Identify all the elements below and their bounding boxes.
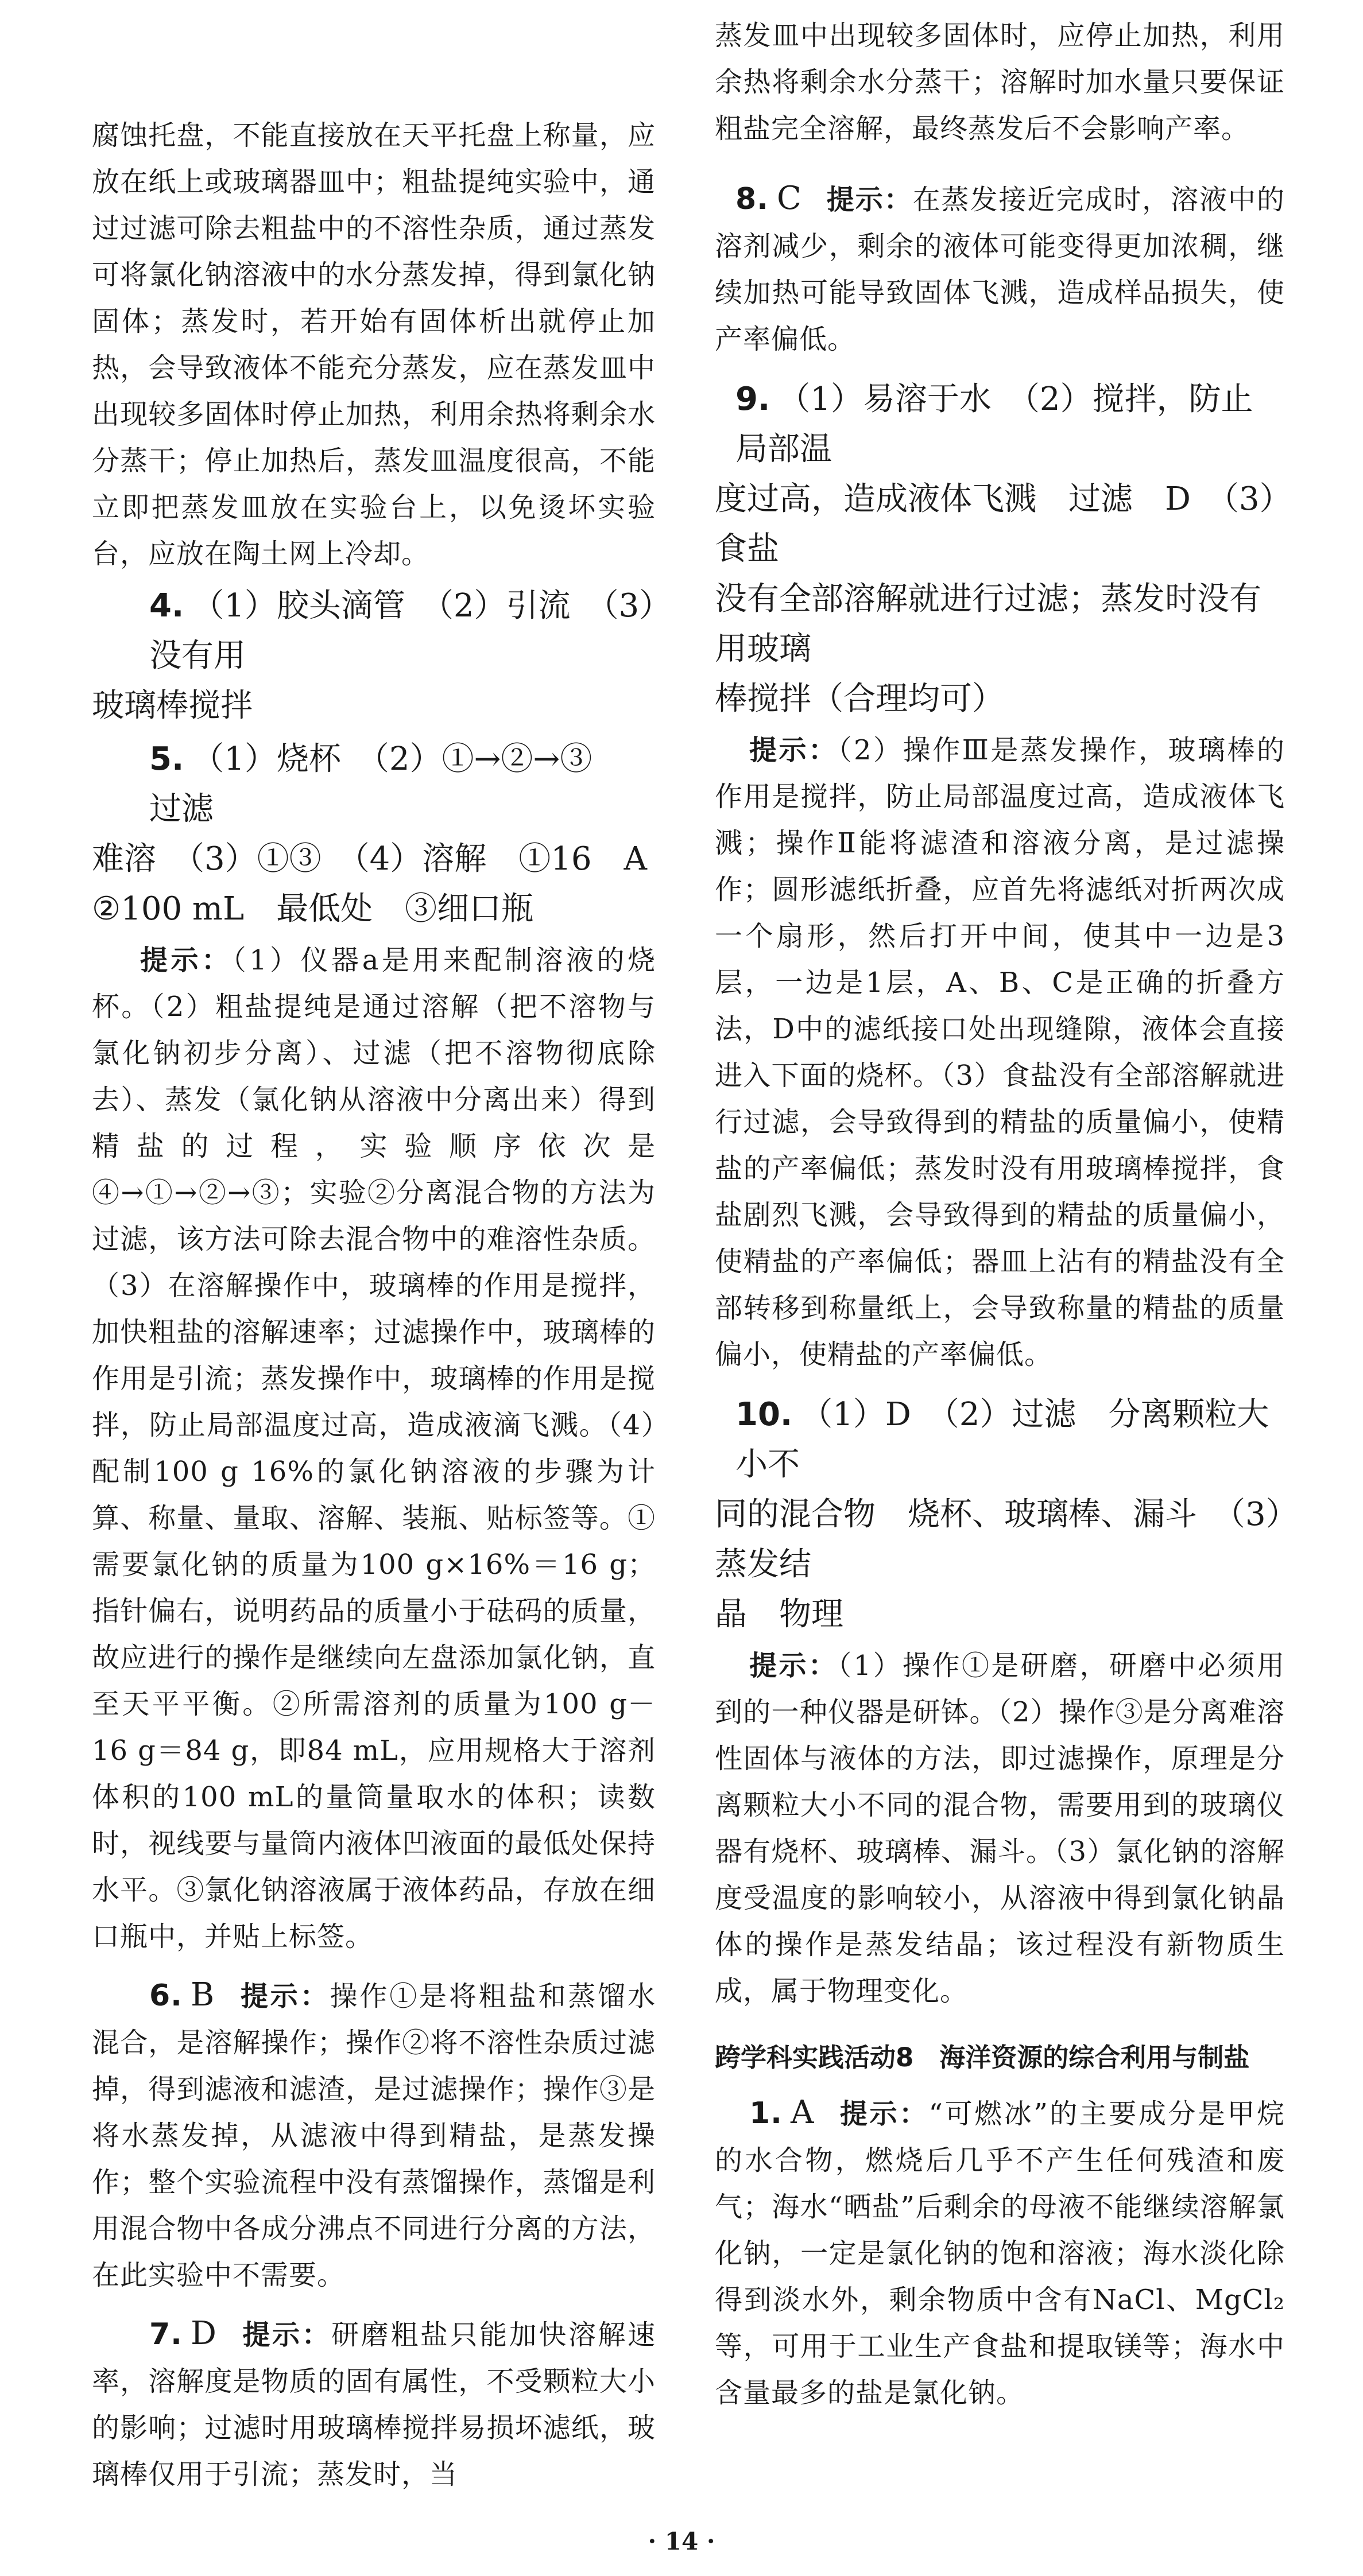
hint-label: 提示：	[749, 1650, 838, 1682]
answer-choice: D	[190, 2315, 217, 2352]
hint-label: 提示：	[826, 184, 913, 216]
answer-6	[92, 1972, 656, 2299]
hint-text: 操作①是将粗盐和蒸馏水混合，是溶解操作；操作②将不溶性杂质过滤掉，得到滤液和滤渣，是过滤操作；操作③是将水蒸发掉，从滤液中得到精盐，是蒸发操作；整个实验流程中没有蒸馏操作，蒸馏是利用混合物中各成分沸点不同进行分离的方法，在此实验中不需要。	[92, 1980, 656, 2291]
question-number: 7.	[149, 2317, 183, 2352]
hint-5	[92, 937, 656, 1960]
hint-text: 研磨粗盐只能加快溶解速率，溶解度是物质的固有属性，不受颗粒大小的影响；过滤时用玻璃棒搅拌易损坏滤纸，玻璃棒仅用于引流；蒸发时，当	[92, 2319, 656, 2490]
hint-label: 提示：	[241, 2319, 332, 2351]
answer-line: 没有全部溶解就进行过滤；蒸发时没有用玻璃	[715, 580, 1261, 668]
hint-text: （1）操作①是研磨，研磨中必须用到的一种仪器是研钵。（2）操作③是分离难溶性固体与液体的方法，即过滤操作，原理是分离颗粒大小不同的混合物，需要用到的玻璃仪器有烧杯、玻璃棒、漏斗。（3）氯化钠的溶解度受温度的影响较小，从溶液中得到氯化钠晶体的操作是蒸发结晶；该过程没有新物质生成，属于物理变化。	[715, 1650, 1285, 2007]
hint-text: （2）操作Ⅲ是蒸发操作，玻璃棒的作用是搅拌，防止局部温度过高，造成液体飞溅；操作Ⅱ能将滤渣和溶液分离，是过滤操作；圆形滤纸折叠，应首先将滤纸对折两次成一个扇形，然后打开中间，使其中一边是3层，一边是1层，A、B、C是正确的折叠方法，D中的滤纸接口处出现缝隙，液体会直接进入下面的烧杯。（3）食盐没有全部溶解就进行过滤，会导致得到的精盐的质量偏小，使精盐的产率偏低；蒸发时没有用玻璃棒搅拌，食盐剧烈飞溅，会导致得到的精盐的质量偏小，使精盐的产率偏低；器皿上沾有的精盐没有全部转移到称量纸上，会导致称量的精盐的质量偏小，使精盐的产率偏低。	[715, 734, 1285, 1371]
answer-choice: B	[190, 1976, 215, 2014]
answer-line: 棒搅拌（合理均可）	[715, 680, 1004, 717]
answer-line: 难溶 （3）①③ （4）溶解 ①16 A	[92, 840, 647, 878]
answer-line: 晶 物理	[715, 1596, 843, 1633]
answer-line: ②100 mL 最低处 ③细口瓶	[92, 890, 534, 928]
answer-7	[92, 2310, 656, 2498]
answer-line: （1）烧杯 （2）①→②→③ 过滤	[149, 740, 625, 828]
section-heading: 跨学科实践活动8 海洋资源的综合利用与制盐	[715, 2042, 1250, 2073]
answer-line: （1）D （2）过滤 分离颗粒大小不	[735, 1396, 1269, 1483]
hint-label: 提示：	[749, 734, 838, 766]
answer-choice: A	[790, 2094, 815, 2131]
answer-line: 同的混合物 烧杯、玻璃棒、漏斗 （3）蒸发结	[715, 1496, 1282, 1583]
answer-8	[715, 175, 1285, 363]
hint-label: 提示：	[140, 944, 233, 976]
hint-text: “可燃冰”的主要成分是甲烷的水合物，燃烧后几乎不产生任何残渣和废气；海水“晒盐”后剩余的母液不能继续溶解氯化钠，一定是氯化钠的饱和溶液；海水淡化除得到淡水外，剩余物质中含有NaCl、MgCl₂等，可用于工业生产食盐和提取镁等；海水中含量最多的盐是氯化钠。	[715, 2098, 1285, 2409]
hint-9	[715, 727, 1285, 1378]
answer-4	[92, 581, 656, 731]
continued-explanation: 蒸发皿中出现较多固体时，应停止加热，利用余热将剩余水分蒸干；溶解时加水量只要保证粗盐完全溶解，最终蒸发后不会影响产率。	[715, 20, 1285, 145]
right-column	[715, 13, 1285, 2420]
hint-label: 提示：	[239, 1980, 330, 2012]
hint-label: 提示：	[838, 2098, 929, 2130]
answer-line: （1）胶头滴管 （2）引流 （3）没有用	[149, 587, 656, 674]
answer-line: （1）易溶于水 （2）搅拌，防止局部温	[735, 381, 1253, 468]
question-number: 4.	[149, 587, 184, 624]
answer-10	[715, 1390, 1285, 1639]
continued-explanation: 腐蚀托盘，不能直接放在天平托盘上称量，应放在纸上或玻璃器皿中；粗盐提纯实验中，通过过滤可除去粗盐中的不溶性杂质，通过蒸发可将氯化钠溶液中的水分蒸发掉，得到氯化钠固体；蒸发时，若开始有固体析出就停止加热，会导致液体不能充分蒸发，应在蒸发皿中出现较多固体时停止加热，利用余热将剩余水分蒸干；停止加热后，蒸发皿温度很高，不能立即把蒸发皿放在实验台上，以免烫坏实验台，应放在陶土网上冷却。	[92, 119, 656, 570]
left-column	[92, 13, 656, 2501]
hint-10	[715, 1643, 1285, 2015]
question-number: 9.	[735, 381, 770, 418]
answer-line: 度过高，造成液体飞溅 过滤 D （3）食盐	[715, 480, 1276, 568]
question-number: 1.	[749, 2096, 783, 2131]
question-number: 5.	[149, 740, 184, 778]
answer-line: 玻璃棒搅拌	[92, 687, 253, 724]
answer-9	[715, 374, 1285, 724]
question-number: 6.	[149, 1978, 183, 2013]
hint-text: 在蒸发接近完成时，溶液中的溶剂减少，剩余的液体可能变得更加浓稠，继续加热可能导致固体飞溅，造成样品损失，使产率偏低。	[715, 184, 1285, 355]
answer-1	[715, 2089, 1285, 2416]
answer-choice: C	[776, 180, 802, 217]
page-number: · 14 ·	[648, 2527, 715, 2555]
question-number: 10.	[735, 1396, 793, 1433]
question-number: 8.	[735, 182, 769, 216]
hint-text: （1）仪器a是用来配制溶液的烧杯。（2）粗盐提纯是通过溶解（把不溶物与氯化钠初步分离）、过滤（把不溶物彻底除去）、蒸发（氯化钠从溶液中分离出来）得到精盐的过程，实验顺序依次是④→①→②→③；实验②分离混合物的方法为过滤，该方法可除去混合物中的难溶性杂质。（3）在溶解操作中，玻璃棒的作用是搅拌，加快粗盐的溶解速率；过滤操作中，玻璃棒的作用是引流；蒸发操作中，玻璃棒的作用是搅拌，防止局部温度过高，造成液滴飞溅。（4）配制100 g 16%的氯化钠溶液的步骤为计算、称量、量取、溶解、装瓶、贴标签等。①需要氯化钠的质量为100 g×16%＝16 g；指针偏右，说明药品的质量小于砝码的质量，故应进行的操作是继续向左盘添加氯化钠，直至天平平衡。②所需溶剂的质量为100 g－16 g＝84 g，即84 mL，应用规格大于溶剂体积的100 mL的量筒量取水的体积；读数时，视线要与量筒内液体凹液面的最低处保持水平。③氯化钠溶液属于液体药品，存放在细口瓶中，并贴上标签。	[92, 944, 656, 1953]
answer-5	[92, 734, 656, 934]
